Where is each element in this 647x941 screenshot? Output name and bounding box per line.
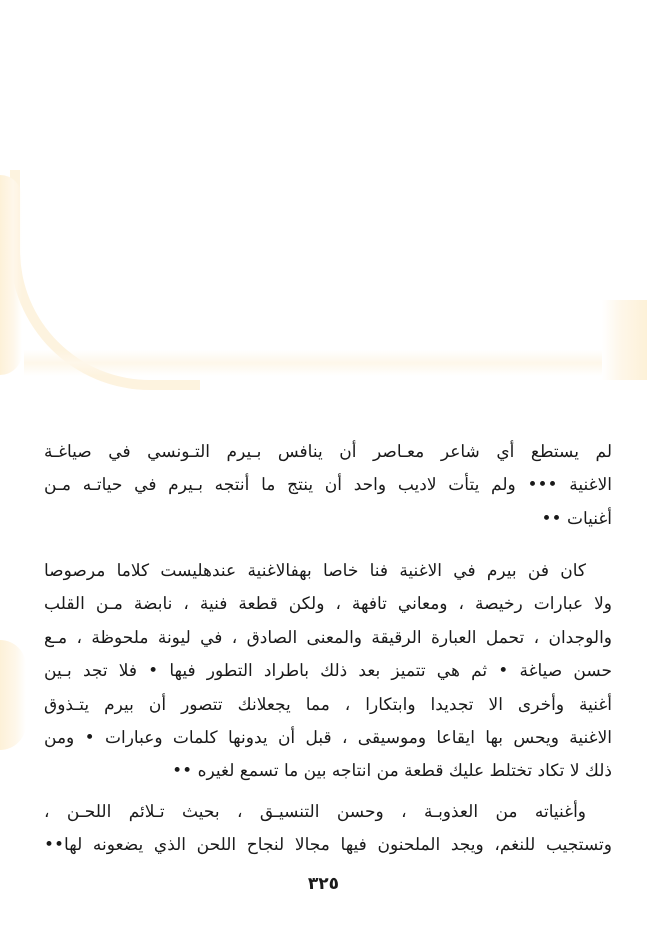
text-line: أغنيات •• [541,508,612,529]
text-line: وتستجيب للنغم، ويجد الملحنون فيها مجالا لنجاح اللحن الذي يضعونه لها•• [44,835,612,856]
text-line: ولا عبارات رخيصة ، ومعاني تافهة ، ولكن قطعة فنية ، نابضة مـن القلب [44,594,612,615]
text-line: لم يستطع أي شاعر معـاصر أن ينافس بـيرم التـونسي في صياغـة [44,442,612,462]
watermark-band [24,350,602,376]
page-number: ٣٢٥ [307,874,340,894]
text-line: وأغنياته من العذوبـة ، وحسن التنسيـق ، بحيث تـلائم اللحـن ، [44,802,586,822]
text-line: حسن صياغة • ثم هي تتميز بعد ذلك باطراد التطور فيها • فلا تجد بـين [44,661,612,682]
text-line: الاغنية ••• ولم يتأت لاديب واحد أن ينتج ما أنتجه بـيرم في حياتـه مـن [44,475,612,496]
text-line: أغنية وأخرى الا تجديدا وابتكارا ، مما يجعلانك تتصور أن بيرم يتـذوق [44,694,612,715]
watermark-left-top [0,175,22,375]
text-line: ذلك لا تكاد تختلط عليك قطعة من انتاجه بين ما تسمع لغيره •• [172,761,612,782]
paragraph-2 [44,555,612,789]
watermark-left-bottom [0,640,26,750]
paragraph-1 [44,436,612,536]
paragraph-3 [44,796,612,863]
text-line: كان فن بيرم في الاغنية فنا خاصا بهفالاغنية عندهليست كلاما مرصوصا [44,561,586,581]
text-line: والوجدان ، تحمل العبارة الرقيقة والمعنى الصادق ، في ليونة ملحوظة ، مـع [44,627,612,648]
watermark-right [602,300,647,380]
text-line: الاغنية ويحس بها ايقاعا وموسيقى ، قبل أن يدونها كلمات وعبارات • ومن [44,728,612,749]
